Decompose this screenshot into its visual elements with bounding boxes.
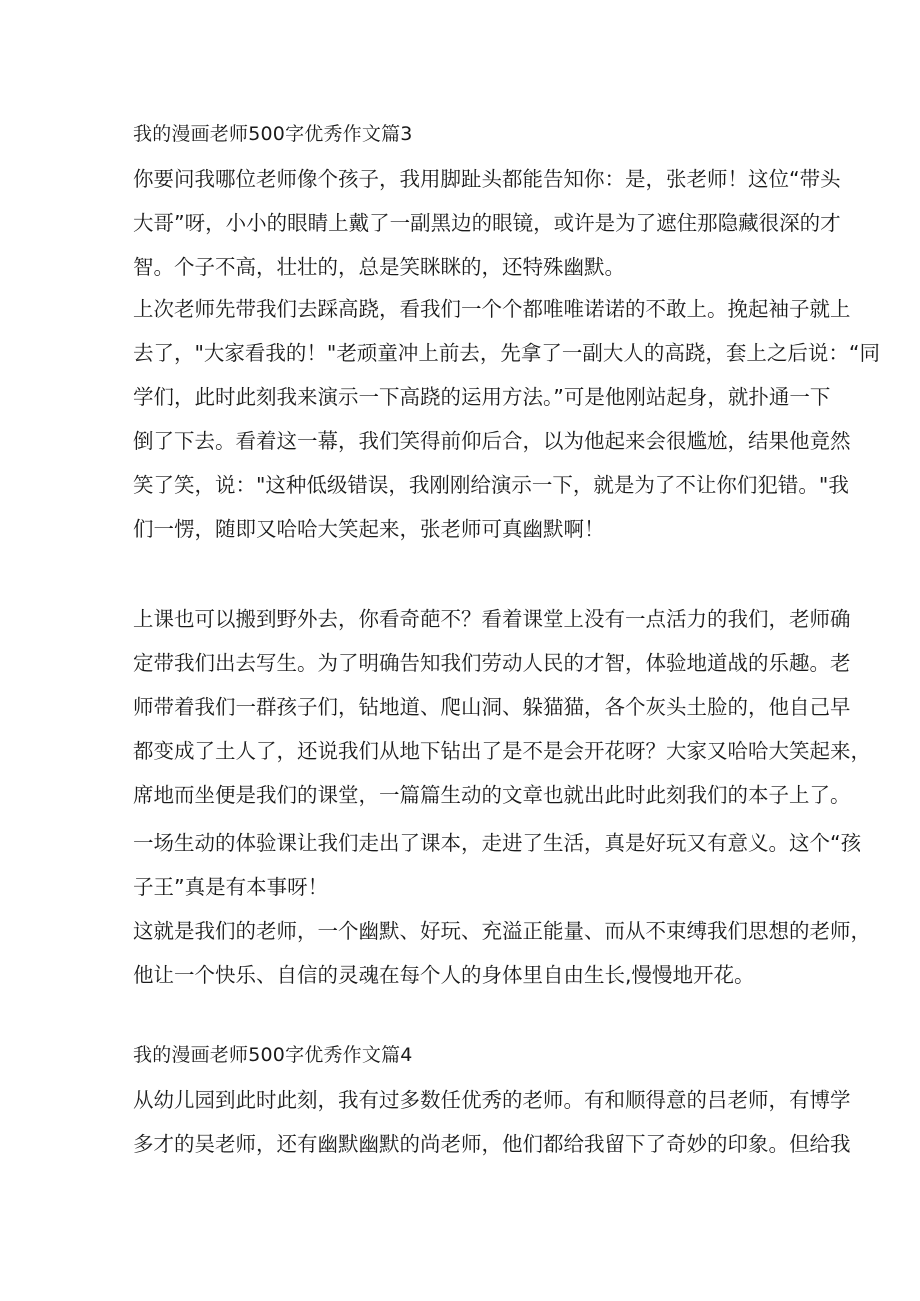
text-line: 一场生动的体验课让我们走出了课本，走进了生活，真是好玩又有意义。这个“孩 bbox=[133, 831, 862, 855]
section-heading-3: 我的漫画老师500字优秀作文篇3 bbox=[133, 123, 413, 145]
paragraph-5 bbox=[133, 916, 871, 1004]
text-line: 智。个子不高，壮壮的，总是笑眯眯的，还特殊幽默。 bbox=[133, 255, 625, 279]
text-line: 上课也可以搬到野外去，你看奇葩不？看着课堂上没有一点活力的我们，老师确 bbox=[133, 607, 851, 631]
text-line: 这就是我们的老师，一个幽默、好玩、充溢正能量、而从不束缚我们思想的老师， bbox=[133, 919, 871, 943]
paragraph-4 bbox=[133, 828, 862, 916]
text-line: 席地而坐便是我们的课堂，一篇篇生动的文章也就出此时此刻我们的本子上了。 bbox=[133, 783, 851, 807]
text-line: 都变成了土人了，还说我们从地下钻出了是不是会开花呀？大家又哈哈大笑起来， bbox=[133, 739, 871, 763]
paragraph-3 bbox=[133, 604, 871, 824]
paragraph-2 bbox=[133, 294, 880, 558]
text-line: 定带我们出去写生。为了明确告知我们劳动人民的才智，体验地道战的乐趣。老 bbox=[133, 651, 851, 675]
text-line: 学们，此时此刻我来演示一下高跷的运用方法。”可是他刚站起身，就扑通一下 bbox=[133, 385, 831, 409]
text-line: 多才的吴老师，还有幽默幽默的尚老师，他们都给我留下了奇妙的印象。但给我 bbox=[133, 1132, 851, 1156]
text-line: 子王”真是有本事呀！ bbox=[133, 875, 329, 899]
text-line: 他让一个快乐、自信的灵魂在每个人的身体里自由生长,慢慢地开花。 bbox=[133, 963, 755, 987]
text-line: 大哥”呀，小小的眼睛上戴了一副黑边的眼镜，或许是为了遮住那隐藏很深的才 bbox=[133, 211, 841, 235]
text-line: 笑了笑，说："这种低级错误，我刚刚给演示一下，就是为了不让你们犯错。"我 bbox=[133, 473, 849, 497]
text-line: 你要问我哪位老师像个孩子，我用脚趾头都能告知你：是，张老师！这位“带头 bbox=[133, 167, 841, 191]
text-line: 倒了下去。看着这一幕，我们笑得前仰后合，以为他起来会很尴尬，结果他竟然 bbox=[133, 429, 851, 453]
text-line: 师带着我们一群孩子们，钻地道、爬山洞、躲猫猫，各个灰头土脸的，他自己早 bbox=[133, 695, 851, 719]
paragraph-1 bbox=[133, 164, 841, 296]
text-line: 们一愣，随即又哈哈大笑起来，张老师可真幽默啊！ bbox=[133, 517, 605, 541]
text-line: 从幼儿园到此时此刻，我有过多数任优秀的老师。有和顺得意的吕老师，有博学 bbox=[133, 1088, 851, 1112]
paragraph-6 bbox=[133, 1085, 851, 1173]
text-line: 去了，"大家看我的！"老顽童冲上前去，先拿了一副大人的高跷，套上之后说：“同 bbox=[133, 341, 880, 365]
text-line: 上次老师先带我们去踩高跷，看我们一个个都唯唯诺诺的不敢上。挽起袖子就上 bbox=[133, 297, 851, 321]
section-heading-4: 我的漫画老师500字优秀作文篇4 bbox=[133, 1044, 413, 1066]
